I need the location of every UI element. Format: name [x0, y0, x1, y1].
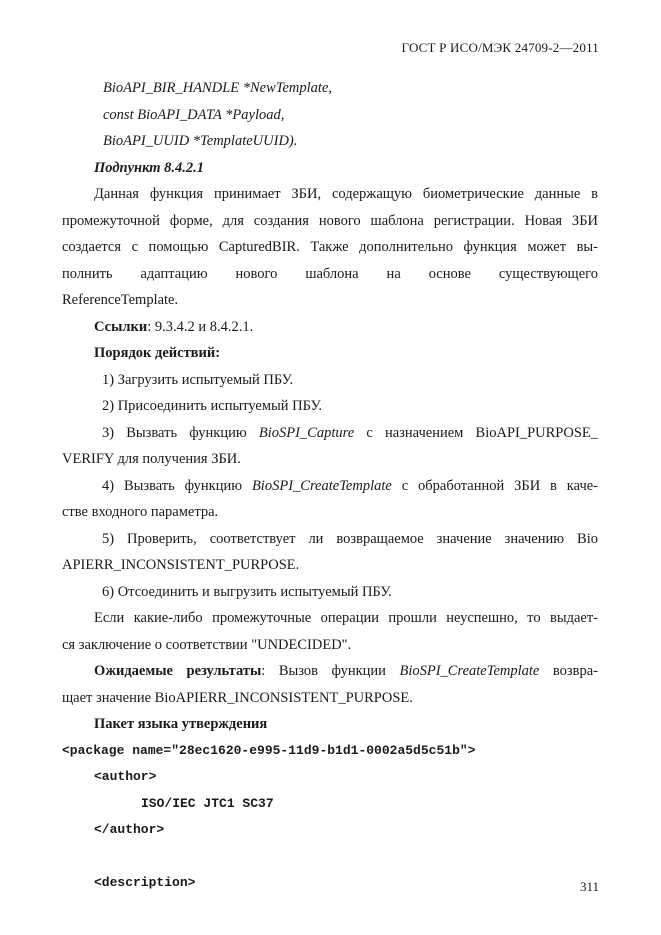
step-3 — [62, 420, 598, 447]
function-name: BioSPI_CreateTemplate — [399, 663, 540, 679]
references-text: : 9.3.4.2 и 8.4.2.1. — [147, 318, 254, 335]
assertion-package-heading: Пакет языка утверждения — [94, 716, 268, 732]
code-package-line: <package name="28ec1620-e995-11d9-b1d1-0002a5d5c51b"> — [62, 742, 476, 758]
function-name: BioSPI_Capture — [258, 424, 355, 441]
param-line: BioAPI_BIR_HANDLE *NewTemplate, — [103, 80, 333, 96]
function-name: BioSPI_CreateTemplate — [251, 477, 392, 494]
step-1: 1) Загрузить испытуемый ПБУ. — [102, 371, 294, 388]
subclause-heading: Подпункт 8.4.2.1 — [94, 159, 205, 176]
code-author-close: </author> — [94, 822, 165, 837]
desc-line: создается с помощью CapturedBIR. Также дополнительно функция может вы- — [62, 239, 598, 255]
desc-line: Данная функция принимает ЗБИ, содержащую биометрические данные в — [94, 186, 598, 202]
page-number: 311 — [579, 879, 599, 894]
step-2: 2) Присоединить испытуемый ПБУ. — [102, 398, 322, 414]
step-4 — [62, 473, 598, 500]
expected-text: : Вызов функции — [261, 663, 400, 679]
standard-header: ГОСТ Р ИСО/МЭК 24709-2—2011 — [401, 40, 599, 55]
param-line: const BioAPI_DATA *Payload, — [103, 106, 285, 123]
step-3-text: 3) Вызвать функцию — [102, 424, 259, 441]
expected-results-continuation: щает значение BioAPIERR_INCONSISTENT_PURPOSE. — [62, 689, 413, 706]
expected-label: Ожидаемые результаты — [94, 663, 262, 679]
step-4-continuation: стве входного параметра. — [62, 504, 219, 520]
blank-line — [62, 844, 598, 871]
step-3-continuation: VERIFY для получения ЗБИ. — [62, 451, 241, 467]
expected-text: возвра- — [539, 663, 598, 679]
step-6: 6) Отсоединить и выгрузить испытуемый ПБУ. — [102, 583, 392, 600]
procedure-heading: Порядок действий: — [94, 345, 221, 361]
desc-line: ReferenceTemplate. — [62, 292, 179, 308]
failure-note-continuation: ся заключение о соответствии "UNDECIDED". — [62, 636, 352, 653]
desc-line: полнить адаптацию нового шаблона на основе существующего — [62, 265, 598, 282]
references-line — [62, 314, 598, 341]
code-author-text: ISO/IEC JTC1 SC37 — [141, 795, 274, 811]
failure-note: Если какие-либо промежуточные операции прошли неуспешно, то выдает- — [94, 610, 598, 626]
desc-line: промежуточной форме, для создания нового шаблона регистрации. Новая ЗБИ — [62, 212, 598, 229]
expected-results — [62, 658, 598, 685]
step-5: 5) Проверить, соответствует ли возвращаемое значение значению Bio — [102, 530, 598, 547]
step-4-text: с обработанной ЗБИ в каче- — [391, 477, 599, 494]
step-3-text: с назначением BioAPI_PURPOSE_ — [354, 424, 599, 441]
code-author-open: <author> — [94, 769, 157, 784]
step-4-text: 4) Вызвать функцию — [102, 477, 252, 494]
code-description-open: <description> — [94, 875, 196, 890]
references-label: Ссылки — [94, 318, 148, 335]
param-line: BioAPI_UUID *TemplateUUID). — [103, 133, 298, 149]
step-5-continuation: APIERR_INCONSISTENT_PURPOSE. — [62, 557, 300, 573]
document-body — [62, 75, 598, 897]
